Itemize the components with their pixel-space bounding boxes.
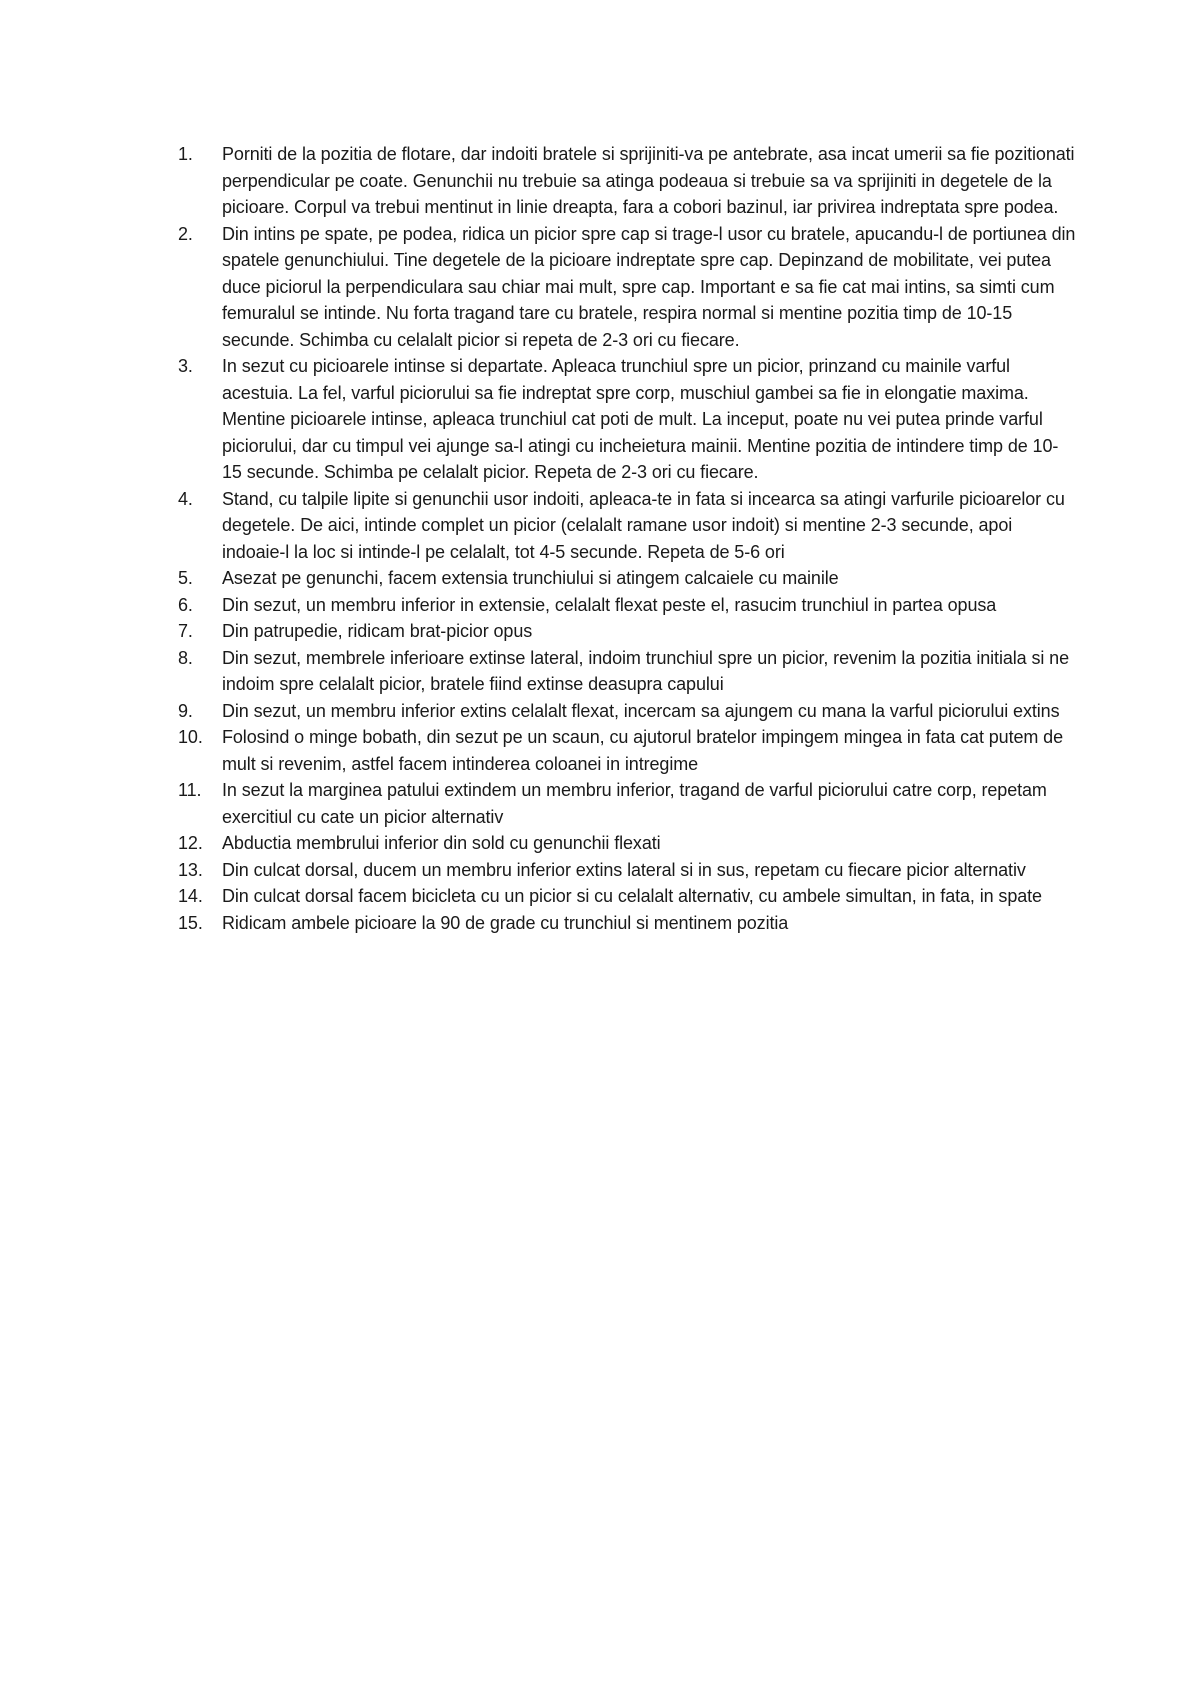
exercise-list — [178, 141, 1078, 936]
list-item-number: 12. — [178, 833, 203, 853]
list-item-text: Din patrupedie, ridicam brat-picior opus — [222, 621, 533, 641]
list-item-text: Asezat pe genunchi, facem extensia trunchiului si atingem calcaiele cu mainile — [222, 568, 839, 588]
list-item — [178, 486, 1078, 566]
list-item — [178, 910, 1078, 937]
list-item-number: 4. — [178, 488, 193, 509]
list-item-number: 8. — [178, 647, 193, 668]
list-item-number: 10. — [178, 727, 203, 747]
list-item-number: 1. — [178, 144, 193, 164]
list-item-text: Din culcat dorsal facem bicicleta cu un picior si cu celalalt alternativ, cu ambele simultan, in fata, in spate — [222, 886, 1042, 906]
list-item — [178, 618, 1078, 645]
list-item — [178, 353, 1078, 486]
list-item-number: 2. — [178, 223, 193, 244]
list-item-text: Porniti de la pozitia de flotare, dar indoiti bratele si sprijiniti-va pe antebrate, asa incat umerii sa fie pozitionati perpendicular pe coate. Genunchii nu trebuie sa atinga podeaua si trebuie sa va sprijiniti in degetele de la picioare. Corpul va trebui mentinut in linie dreapta, fara a cobori bazinul, iar privirea indreptata spre podea. — [222, 144, 1075, 217]
list-item-text: Abductia membrului inferior din sold cu genunchii flexati — [222, 833, 661, 853]
list-item — [178, 592, 1078, 619]
list-item-number: 6. — [178, 594, 193, 615]
list-item-number: 9. — [178, 700, 193, 721]
list-item-text: Din sezut, membrele inferioare extinse lateral, indoim trunchiul spre un picior, revenim la pozitia initiala si ne indoim spre celalalt picior, bratele fiind extinse deasupra capului — [222, 647, 1070, 694]
list-item-text: In sezut la marginea patului extindem un membru inferior, tragand de varful piciorului catre corp, repetam exercitiul cu cate un picior alternativ — [222, 780, 1047, 827]
list-item-number: 5. — [178, 568, 193, 588]
list-item — [178, 830, 1078, 857]
list-item — [178, 857, 1078, 884]
list-item — [178, 565, 1078, 592]
list-item — [178, 698, 1078, 725]
list-item-number: 7. — [178, 621, 193, 641]
list-item — [178, 777, 1078, 830]
list-item — [178, 221, 1078, 354]
list-item — [178, 724, 1078, 777]
list-item-text: Din sezut, un membru inferior in extensie, celalalt flexat peste el, rasucim trunchiul in partea opusa — [222, 594, 997, 615]
list-item-number: 11. — [178, 780, 202, 800]
list-item-text: Ridicam ambele picioare la 90 de grade cu trunchiul si mentinem pozitia — [222, 912, 789, 933]
list-item-text: Stand, cu talpile lipite si genunchii usor indoiti, apleaca-te in fata si incearca sa atingi varfurile picioarelor cu degetele. De aici, intinde complet un picior (celalalt ramane usor indoit) si mentine 2-3 secunde, apoi indoaie-l la loc si intinde-l pe celalalt, tot 4-5 secunde. Repeta de 5-6 ori — [222, 488, 1065, 562]
list-item — [178, 883, 1078, 910]
list-item — [178, 141, 1078, 221]
list-item-text: Folosind o minge bobath, din sezut pe un scaun, cu ajutorul bratelor impingem mingea in fata cat putem de mult si revenim, astfel facem intinderea coloanei in intregime — [222, 727, 1064, 774]
list-item-text: Din intins pe spate, pe podea, ridica un picior spre cap si trage-l usor cu bratele, apucandu-l de portiunea din spatele genunchiului. Tine degetele de la picioare indreptate spre cap. Depinzand de mobilitate, vei putea duce piciorul la perpendiculara sau chiar mai mult, spre cap. Important e sa fie cat mai intins, sa simti cum femuralul se intinde. Nu forta tragand tare cu bratele, respira normal si mentine pozitia timp de 10-15 secunde. Schimba cu celalalt picior si repeta de 2-3 ori cu fiecare. — [222, 223, 1076, 350]
list-item — [178, 645, 1078, 698]
list-item-number: 3. — [178, 356, 193, 376]
list-item-text: Din culcat dorsal, ducem un membru inferior extins lateral si in sus, repetam cu fiecare picior alternativ — [222, 859, 1026, 880]
list-item-number: 15. — [178, 912, 203, 933]
list-item-number: 13. — [178, 859, 203, 880]
list-item-text: In sezut cu picioarele intinse si departate. Apleaca trunchiul spre un picior, prinzand cu mainile varful acestuia. La fel, varful piciorului sa fie indreptat spre corp, muschiul gambei sa fie in elongatie maxima. Mentine picioarele intinse, apleaca trunchiul cat poti de mult. La inceput, poate nu vei putea prinde varful piciorului, dar cu timpul vei ajunge sa-l atingi cu incheietura mainii. Mentine pozitia de intindere timp de 10-15 secunde. Schimba pe celalalt picior. Repeta de 2-3 ori cu fiecare. — [222, 356, 1059, 482]
list-item-number: 14. — [178, 886, 203, 906]
list-item-text: Din sezut, un membru inferior extins celalalt flexat, incercam sa ajungem cu mana la varful piciorului extins — [222, 700, 1060, 721]
